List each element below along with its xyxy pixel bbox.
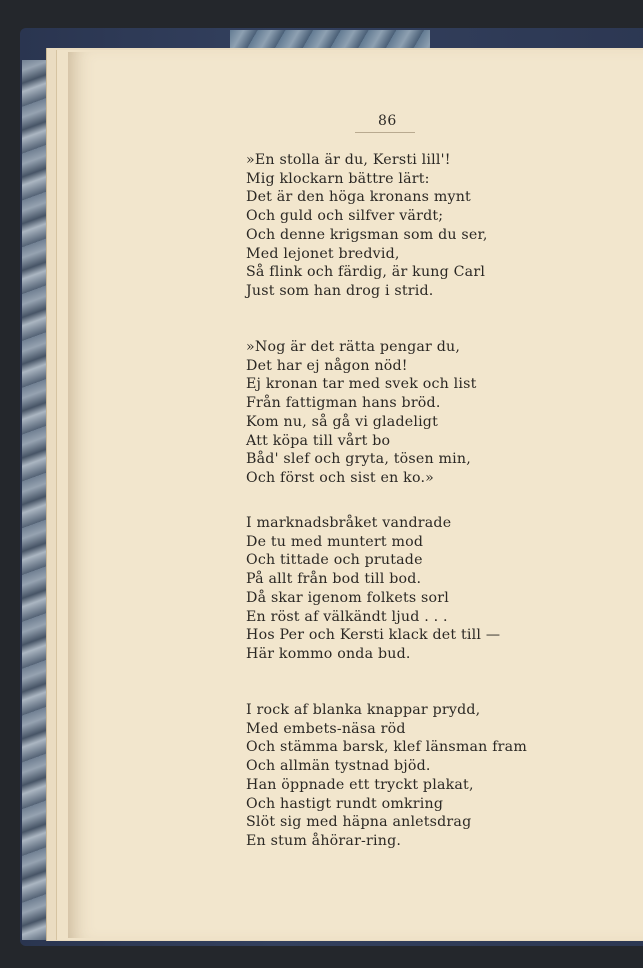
verse-line: Mig klockarn bättre lärt: <box>246 170 430 187</box>
verse-line: En stum åhörar-ring. <box>246 832 402 849</box>
verse-line: Och guld och silfver värdt; <box>246 208 444 225</box>
verse-line: I rock af blanka knappar prydd, <box>246 702 481 718</box>
verse-line: Och först och sist en ko.» <box>246 469 435 486</box>
verse-line: I marknadsbråket vandrade <box>246 515 452 531</box>
verse-line: Ej kronan tar med svek och list <box>246 376 477 393</box>
verse-line: Och tittade och prutade <box>246 552 423 569</box>
verse-line: Det har ej någon nöd! <box>246 357 408 374</box>
verse-line: Det är den höga kronans mynt <box>246 189 471 206</box>
verse-line: En röst af välkändt ljud . . . <box>246 608 448 625</box>
page-number-rule <box>355 132 415 133</box>
page-number: 86 <box>378 113 397 129</box>
verse-line: Just som han drog i strid. <box>246 282 434 299</box>
verse-line: Från fattigman hans bröd. <box>246 395 441 412</box>
verse-line: Båd' slef och gryta, tösen min, <box>246 451 471 468</box>
verse-line: På allt från bod till bod. <box>246 571 422 588</box>
stanza <box>246 701 527 851</box>
verse-line: Här kommo onda bud. <box>246 645 411 662</box>
verse-line: »En stolla är du, Kersti lill'! <box>246 152 451 168</box>
verse-line: Och allmän tystnad bjöd. <box>246 758 431 775</box>
verse-line: »Nog är det rätta pengar du, <box>246 339 461 355</box>
verse-line: Han öppnade ett tryckt plakat, <box>246 776 474 793</box>
verse-line: Att köpa till vårt bo <box>246 432 391 449</box>
stanza <box>246 151 488 301</box>
verse-line: Så flink och färdig, är kung Carl <box>246 264 486 281</box>
verse-line: Då skar igenom folkets sorl <box>246 589 449 606</box>
verse-line: Och hastigt rundt omkring <box>246 795 444 812</box>
verse-line: Med embets-näsa röd <box>246 720 406 737</box>
verse-line: Och stämma barsk, klef länsman fram <box>246 739 527 756</box>
verse-line: Slöt sig med häpna anletsdrag <box>246 814 472 831</box>
verse-line: Hos Per och Kersti klack det till — <box>246 627 501 644</box>
verse-line: De tu med muntert mod <box>246 533 424 550</box>
stanza <box>246 514 500 664</box>
verse-line: Med lejonet bredvid, <box>246 245 400 262</box>
verse-line: Och denne krigsman som du ser, <box>246 226 488 243</box>
verse-line: Kom nu, så gå vi gladeligt <box>246 413 438 430</box>
stanza <box>246 338 477 488</box>
